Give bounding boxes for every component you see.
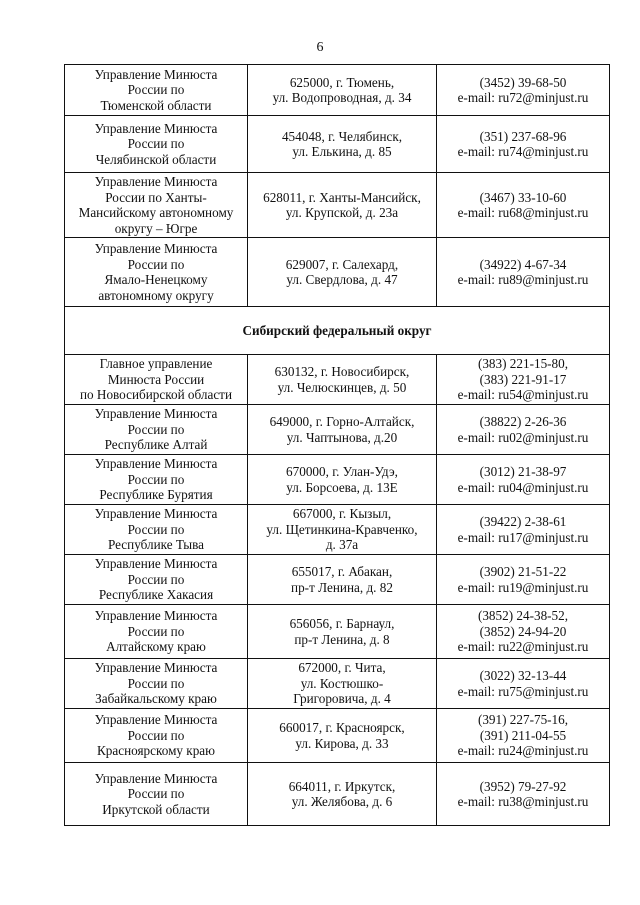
address-line: 664011, г. Иркутск,: [288, 778, 396, 794]
contacts-cell: [437, 605, 610, 659]
office-name-line: Управление Минюста: [94, 174, 218, 189]
contacts-cell: [437, 659, 610, 709]
contacts-line: (3022) 32-13-44: [479, 668, 567, 683]
office-name-cell: [65, 238, 248, 307]
office-name-line: округу – Югре: [114, 220, 198, 236]
address-line: 672000, г. Чита,: [298, 660, 386, 676]
contacts-line: (351) 237-68-96: [479, 128, 567, 144]
address-cell: [248, 709, 437, 763]
office-name-line: Республике Алтай: [104, 437, 208, 453]
contacts-line: e-mail: ru89@minjust.ru: [457, 272, 589, 287]
office-name-cell: [65, 763, 248, 826]
address-cell: [248, 659, 437, 709]
contacts-line: (3952) 79-27-92: [479, 778, 567, 794]
address-line: 629007, г. Салехард,: [285, 256, 399, 272]
office-name-line: Республике Тыва: [107, 537, 205, 553]
office-name-cell: [65, 605, 248, 659]
contacts-line: e-mail: ru75@minjust.ru: [457, 683, 589, 699]
contacts-line: (3452) 39-68-50: [479, 74, 567, 90]
address-line: 625000, г. Тюмень,: [289, 74, 395, 90]
contacts-line: (3012) 21-38-97: [479, 464, 567, 479]
address-cell: [248, 605, 437, 659]
contacts-line: e-mail: ru04@minjust.ru: [457, 479, 589, 495]
contacts-line: (391) 211-04-55: [479, 727, 567, 743]
address-line: ул. Водопроводная, д. 34: [272, 90, 412, 105]
address-cell: [248, 173, 437, 238]
address-line: д. 37а: [325, 537, 359, 553]
contacts-line: (3902) 21-51-22: [479, 564, 567, 579]
office-name-line: по Новосибирской области: [79, 387, 233, 403]
address-line: пр-т Ленина, д. 82: [291, 579, 393, 595]
office-name-line: России по: [127, 786, 185, 802]
address-line: ул. Щетинкина-Кравченко,: [266, 521, 418, 537]
office-name-cell: [65, 659, 248, 709]
contacts-line: e-mail: ru24@minjust.ru: [457, 743, 589, 759]
table-row: [65, 116, 610, 173]
office-name-line: Республике Хакасия: [98, 587, 214, 603]
contacts-cell: [437, 405, 610, 455]
contacts-line: e-mail: ru68@minjust.ru: [457, 205, 589, 220]
office-name-cell: [65, 116, 248, 173]
address-cell: [248, 555, 437, 605]
office-name-cell: [65, 455, 248, 505]
office-name-cell: [65, 405, 248, 455]
address-line: 660017, г. Красноярск,: [279, 720, 405, 735]
office-name-line: Управление Минюста: [94, 120, 218, 136]
address-line: Григоровича, д. 4: [293, 691, 391, 707]
office-name-line: России по: [127, 471, 185, 487]
office-name-line: Управление Минюста: [94, 406, 218, 422]
contacts-line: (383) 221-15-80,: [477, 356, 569, 372]
office-name-line: Управление Минюста: [94, 456, 218, 472]
office-name-line: России по: [127, 571, 185, 587]
contacts-line: e-mail: ru54@minjust.ru: [457, 387, 589, 403]
address-line: ул. Желябова, д. 6: [291, 794, 393, 809]
address-cell: [248, 763, 437, 826]
contacts-cell: [437, 763, 610, 826]
contacts-line: (3852) 24-38-52,: [477, 608, 569, 624]
contacts-line: (38822) 2-26-36: [479, 414, 567, 429]
table-row: [65, 173, 610, 238]
address-line: ул. Чаптынова, д.20: [286, 429, 398, 445]
address-line: 655017, г. Абакан,: [291, 564, 393, 579]
contacts-line: e-mail: ru17@minjust.ru: [457, 529, 589, 545]
contacts-cell: [437, 65, 610, 116]
address-line: ул. Елькина, д. 85: [292, 144, 392, 159]
office-name-cell: [65, 173, 248, 238]
contacts-cell: [437, 355, 610, 405]
office-name-line: России по: [127, 421, 185, 437]
contacts-line: (391) 227-75-16,: [477, 712, 569, 728]
address-line: ул. Костюшко-: [300, 675, 384, 691]
office-name-line: Тюменской области: [100, 97, 212, 113]
office-name-line: Ямало-Ненецкому: [104, 272, 208, 287]
office-name-cell: [65, 505, 248, 555]
contacts-line: (34922) 4-67-34: [479, 256, 567, 272]
office-name-cell: [65, 355, 248, 405]
office-name-line: Управление Минюста: [94, 556, 218, 572]
address-line: 670000, г. Улан-Удэ,: [286, 464, 398, 479]
contacts-cell: [437, 173, 610, 238]
contacts-line: e-mail: ru74@minjust.ru: [457, 144, 589, 159]
address-cell: [248, 505, 437, 555]
address-line: 656056, г. Барнаул,: [289, 616, 395, 631]
address-line: 454048, г. Челябинск,: [281, 128, 403, 144]
offices-table: [64, 64, 610, 826]
address-cell: [248, 116, 437, 173]
office-name-line: Управление Минюста: [94, 66, 218, 82]
office-name-cell: [65, 709, 248, 763]
contacts-line: (383) 221-91-17: [479, 371, 567, 387]
contacts-cell: [437, 455, 610, 505]
table-row: [65, 65, 610, 116]
office-name-line: России по Ханты-: [105, 189, 207, 205]
office-name-line: Управление Минюста: [94, 608, 218, 624]
address-cell: [248, 405, 437, 455]
address-cell: [248, 455, 437, 505]
office-name-line: Челябинской области: [95, 151, 217, 167]
section-header-row: [65, 307, 610, 355]
office-name-line: Забайкальскому краю: [95, 691, 217, 707]
office-name-line: России по: [127, 623, 185, 639]
table-row: [65, 355, 610, 405]
office-name-line: Минюста России: [107, 371, 205, 387]
office-name-line: Главное управление: [99, 356, 213, 372]
office-name-line: России по: [127, 256, 185, 272]
address-line: 628011, г. Ханты-Мансийск,: [263, 189, 421, 205]
contacts-line: (39422) 2-38-61: [479, 514, 567, 529]
office-name-line: России по: [127, 675, 185, 691]
table-row: [65, 709, 610, 763]
contacts-line: e-mail: ru02@minjust.ru: [457, 429, 589, 445]
office-name-line: Управление Минюста: [94, 241, 218, 256]
contacts-cell: [437, 709, 610, 763]
contacts-line: (3852) 24-94-20: [479, 623, 567, 639]
address-line: ул. Кирова, д. 33: [295, 735, 389, 751]
table-row: [65, 238, 610, 307]
address-cell: [248, 355, 437, 405]
office-name-cell: [65, 65, 248, 116]
office-name-line: Красноярскому краю: [96, 743, 216, 759]
office-name-line: Иркутской области: [102, 801, 210, 817]
contacts-cell: [437, 555, 610, 605]
address-line: 649000, г. Горно-Алтайск,: [269, 414, 415, 429]
table-row: [65, 763, 610, 826]
contacts-line: e-mail: ru19@minjust.ru: [457, 579, 589, 595]
address-line: ул. Свердлова, д. 47: [286, 272, 398, 287]
address-cell: [248, 65, 437, 116]
office-name-line: Управление Минюста: [94, 712, 218, 728]
contacts-line: (3467) 33-10-60: [479, 189, 567, 205]
office-name-cell: [65, 555, 248, 605]
section-title: Сибирский федеральный округ: [65, 307, 610, 355]
office-name-line: Мансийскому автономному: [78, 205, 234, 220]
office-name-line: Алтайскому краю: [106, 639, 206, 655]
office-name-line: России по: [127, 727, 185, 743]
page-number: 6: [316, 40, 324, 55]
contacts-cell: [437, 505, 610, 555]
table-row: [65, 455, 610, 505]
address-line: пр-т Ленина, д. 8: [294, 631, 390, 647]
office-name-line: Управление Минюста: [94, 770, 218, 786]
contacts-line: e-mail: ru72@minjust.ru: [457, 90, 589, 105]
address-line: ул. Крупской, д. 23а: [285, 205, 399, 220]
office-name-line: Управление Минюста: [94, 506, 218, 522]
contacts-cell: [437, 238, 610, 307]
table-row: [65, 659, 610, 709]
office-name-line: Республике Бурятия: [99, 487, 213, 503]
offices-table-body: [65, 65, 610, 826]
table-row: [65, 405, 610, 455]
address-line: 630132, г. Новосибирск,: [274, 364, 410, 379]
office-name-line: автономному округу: [98, 287, 214, 303]
contacts-line: e-mail: ru22@minjust.ru: [457, 639, 589, 655]
table-row: [65, 555, 610, 605]
address-line: ул. Челюскинцев, д. 50: [277, 379, 407, 395]
address-line: 667000, г. Кызыл,: [292, 506, 392, 522]
office-name-line: России по: [127, 521, 185, 537]
contacts-line: e-mail: ru38@minjust.ru: [457, 794, 589, 809]
contacts-cell: [437, 116, 610, 173]
table-row: [65, 605, 610, 659]
office-name-line: Управление Минюста: [94, 660, 218, 676]
office-name-line: России по: [127, 136, 185, 152]
office-name-line: России по: [127, 82, 185, 98]
address-line: ул. Борсоева, д. 13Е: [286, 479, 398, 495]
table-row: [65, 505, 610, 555]
address-cell: [248, 238, 437, 307]
